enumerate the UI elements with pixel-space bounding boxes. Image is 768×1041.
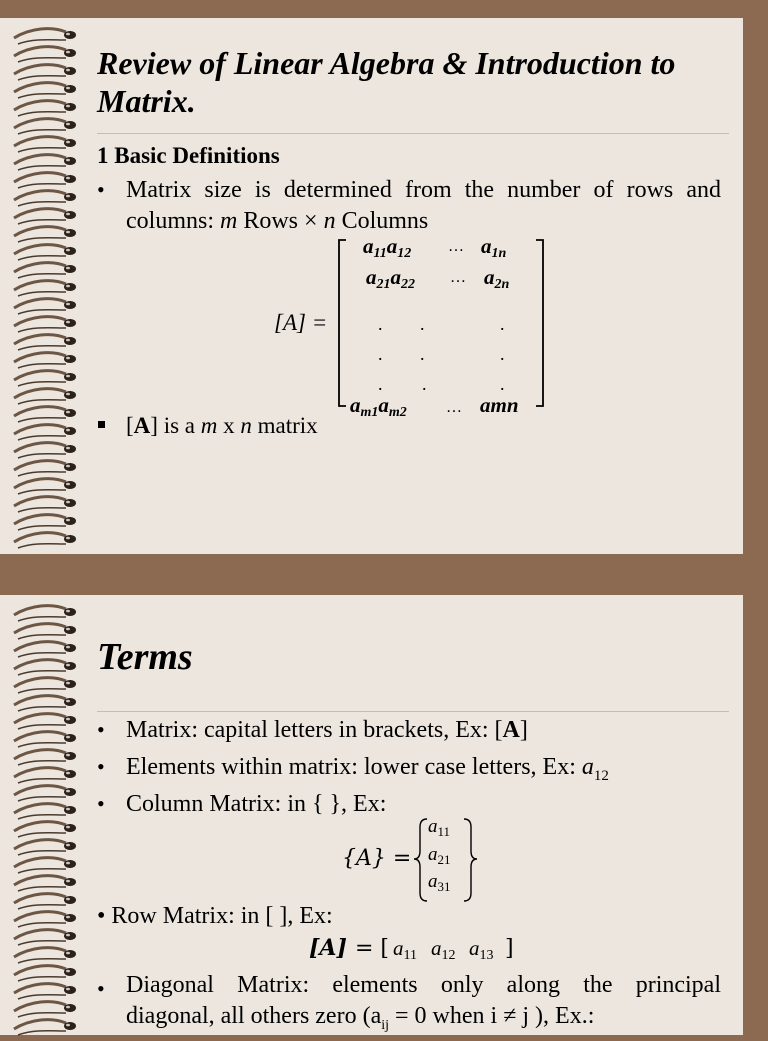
matrix-lhs: [A] = (274, 310, 328, 335)
dots: … (450, 269, 466, 286)
spiral-ring (14, 606, 76, 621)
slide-1 (0, 18, 743, 554)
svg-text:a21: $a_{21}$ (428, 844, 451, 867)
svg-text:a11: $a_{11}$ (428, 816, 451, 839)
terms-bullet-1: Matrix: capital letters in brackets, Ex: [A] (126, 717, 528, 743)
title-divider (97, 133, 729, 134)
svg-text:.: . (378, 374, 383, 394)
spiral-ring (14, 245, 76, 260)
element-amn: amn (480, 393, 519, 417)
spiral-ring (14, 948, 76, 963)
svg-text:a11: a11 (393, 936, 417, 963)
column-matrix (340, 815, 490, 905)
spiral-ring (14, 407, 76, 422)
bullet-marker: • (97, 177, 105, 202)
spiral-ring (14, 533, 76, 548)
spiral-ring (14, 173, 76, 188)
element-a1n: a1n (481, 234, 507, 261)
svg-text:.: . (500, 314, 505, 334)
spiral-ring (14, 894, 76, 909)
spiral-ring (14, 732, 76, 747)
svg-text:[A]: [A] (309, 935, 347, 961)
svg-text:]: ] (505, 936, 514, 961)
spiral-ring (14, 191, 76, 206)
spiral-ring (14, 984, 76, 999)
spiral-ring (14, 65, 76, 80)
spiral-ring (14, 750, 76, 765)
spiral-ring (14, 624, 76, 639)
spiral-ring (14, 479, 76, 494)
svg-text:.: . (422, 374, 427, 394)
dots: … (448, 238, 464, 255)
slide-2 (0, 595, 743, 1035)
spiral-ring (14, 29, 76, 44)
spiral-ring (14, 912, 76, 927)
svg-text:.: . (378, 314, 383, 334)
matrix-a (260, 232, 560, 420)
svg-text:.: . (420, 314, 425, 334)
spiral-ring (14, 155, 76, 170)
spiral-ring (14, 786, 76, 801)
spiral-ring (14, 299, 76, 314)
spiral-ring (14, 425, 76, 440)
bullet-2: [A] is a m x n matrix (126, 413, 318, 438)
svg-text:a12: a12 (431, 936, 456, 963)
element-a11: a11a12 (363, 234, 412, 261)
section-heading: 1 Basic Definitions (97, 143, 280, 168)
bullet-marker: • (97, 754, 105, 779)
svg-text:{A} =: {A} = (342, 846, 412, 871)
spiral-ring (14, 822, 76, 837)
spiral-ring (14, 768, 76, 783)
bullet-marker: • (97, 791, 105, 816)
terms-bullet-3: Column Matrix: in { }, Ex: (126, 791, 387, 817)
spiral-ring (14, 101, 76, 116)
spiral-ring (14, 47, 76, 62)
spiral-ring (14, 804, 76, 819)
element-a2n: a2n (484, 265, 510, 292)
spiral-binding (0, 18, 90, 554)
row-matrix (305, 931, 525, 967)
spiral-ring (14, 209, 76, 224)
right-brace (464, 819, 477, 901)
title-divider (97, 711, 729, 712)
spiral-ring (14, 317, 76, 332)
left-brace (414, 819, 427, 901)
element-a21: a21a22 (366, 265, 415, 292)
bullet-1-line-2: columns: m Rows × n Columns (126, 208, 429, 234)
svg-text:a31: $a_{31}$ (428, 871, 451, 894)
spiral-ring (14, 876, 76, 891)
spiral-ring (14, 714, 76, 729)
spiral-ring (14, 660, 76, 675)
spiral-ring (14, 461, 76, 476)
spiral-binding (0, 595, 90, 1035)
terms-bullet-5-line-1: Diagonal Matrix: elements only along the principal (126, 972, 721, 998)
spiral-ring (14, 389, 76, 404)
spiral-ring (14, 83, 76, 98)
spiral-ring (14, 966, 76, 981)
bullet-marker: • (97, 976, 105, 1001)
svg-text:a13: a13 (469, 936, 494, 963)
square-bullet (98, 421, 105, 428)
terms-bullet-4: • Row Matrix: in [ ], Ex: (97, 903, 333, 929)
spiral-ring (14, 858, 76, 873)
svg-text:.: . (420, 344, 425, 364)
spiral-ring (14, 696, 76, 711)
right-bracket (536, 240, 543, 406)
spiral-ring (14, 335, 76, 350)
svg-text:.: . (500, 374, 505, 394)
spiral-ring (14, 281, 76, 296)
spiral-ring (14, 1020, 76, 1035)
slide-1-title: Review of Linear Algebra & Introduction to Matrix. (97, 45, 676, 120)
spiral-ring (14, 1002, 76, 1017)
svg-text:.: . (500, 344, 505, 364)
slide-2-title: Terms (97, 636, 193, 678)
spiral-ring (14, 678, 76, 693)
element-am1: am1am2 (350, 393, 407, 420)
left-bracket (339, 240, 346, 406)
svg-text:= [: = [ (355, 936, 390, 961)
terms-bullet-5-line-2: diagonal, all others zero ($a_{ij} = 0$ when i ≠ j ), Ex.: (126, 1003, 595, 1033)
bullet-1-line-1: Matrix size is determined from the number of rows and (126, 177, 721, 203)
spiral-ring (14, 642, 76, 657)
spiral-ring (14, 371, 76, 386)
spiral-ring (14, 227, 76, 242)
spiral-ring (14, 263, 76, 278)
spiral-ring (14, 497, 76, 512)
spiral-ring (14, 353, 76, 368)
dots: … (446, 399, 462, 416)
spiral-ring (14, 515, 76, 530)
spiral-ring (14, 137, 76, 152)
spiral-ring (14, 119, 76, 134)
terms-bullet-2: Elements within matrix: lower case letters, Ex: $a_{12}$ (126, 754, 609, 784)
spiral-ring (14, 930, 76, 945)
spiral-ring (14, 840, 76, 855)
svg-text:.: . (378, 344, 383, 364)
bullet-marker: • (97, 717, 105, 742)
spiral-ring (14, 443, 76, 458)
